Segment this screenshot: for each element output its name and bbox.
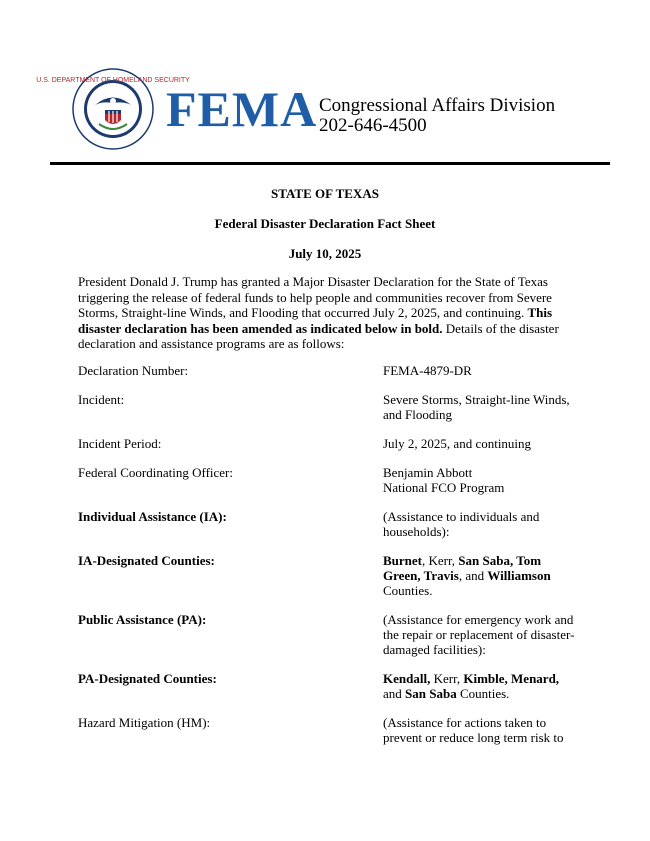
intro-text-2: Details of the disaster declaration and assistance programs are as follows: <box>78 320 559 351</box>
dhs-seal-icon <box>36 68 190 150</box>
state-heading: STATE OF TEXAS <box>271 186 379 201</box>
ia-county-sep-2: , and <box>458 568 488 583</box>
value-incident-period: July 2, 2025, and continuing <box>383 436 532 451</box>
ia-county-burnet: Burnet <box>383 553 422 568</box>
ia-county-group: San Saba, Tom Green, Travis <box>383 553 542 583</box>
letterhead <box>36 68 592 160</box>
ia-county-sep-1: , Kerr, <box>422 553 459 568</box>
value-hazard-mitigation: (Assistance for actions taken to prevent or reduce long term risk to <box>383 715 564 745</box>
ia-county-suffix: Counties. <box>383 583 433 598</box>
value-fco <box>383 465 578 495</box>
label-pa-counties: PA-Designated Counties: <box>78 671 217 686</box>
label-fco: Federal Coordinating Officer: <box>78 465 233 480</box>
intro-text-1: President Donald J. Trump has granted a Major Disaster Declaration for the State of Texas triggering the release of federal funds to help people and communities recover from Severe Storms, Straight-line Winds, and Flooding that occurred July 2, 2025, and continuing. <box>78 274 552 320</box>
seal-text: U.S. DEPARTMENT OF HOMELAND SECURITY <box>36 77 190 84</box>
value-public-assistance: (Assistance for emergency work and the repair or replacement of disaster-damaged facilities): <box>383 612 575 657</box>
label-individual-assistance: Individual Assistance (IA): <box>78 509 227 524</box>
value-ia-counties <box>383 553 578 598</box>
label-incident-period: Incident Period: <box>78 436 162 451</box>
value-declaration-number: FEMA-4879-DR <box>383 363 472 378</box>
division-block <box>319 96 555 136</box>
pa-county-group: Kimble, Menard, <box>463 671 560 686</box>
value-individual-assistance: (Assistance to individuals and households): <box>383 509 540 539</box>
division-name: Congressional Affairs Division <box>319 95 556 116</box>
value-pa-counties <box>383 671 578 701</box>
intro-paragraph <box>78 274 574 352</box>
label-incident: Incident: <box>78 392 125 407</box>
label-hazard-mitigation: Hazard Mitigation (HM): <box>78 715 211 730</box>
label-ia-counties: IA-Designated Counties: <box>78 553 215 568</box>
pa-county-suffix: Counties. <box>456 686 510 701</box>
fco-name: Benjamin Abbott <box>383 465 473 480</box>
header-divider <box>50 162 610 165</box>
division-phone: 202-646-4500 <box>319 115 427 136</box>
intro-amendment-note: This disaster declaration has been amended as indicated below in bold. <box>78 305 553 336</box>
fema-logo: FEMA <box>166 81 318 137</box>
fco-program: National FCO Program <box>383 480 505 495</box>
label-declaration-number: Declaration Number: <box>78 363 189 378</box>
fact-sheet-title: Federal Disaster Declaration Fact Sheet <box>214 216 436 231</box>
value-incident: Severe Storms, Straight-line Winds, and Flooding <box>383 392 570 422</box>
document-date: July 10, 2025 <box>288 246 362 261</box>
ia-county-williamson: Williamson <box>487 568 551 583</box>
label-public-assistance: Public Assistance (PA): <box>78 612 207 627</box>
pa-county-sep-2: and <box>383 686 406 701</box>
pa-county-kendall: Kendall, <box>383 671 431 686</box>
pa-county-san-saba: San Saba <box>405 686 457 701</box>
pa-county-sep-1: Kerr, <box>430 671 464 686</box>
